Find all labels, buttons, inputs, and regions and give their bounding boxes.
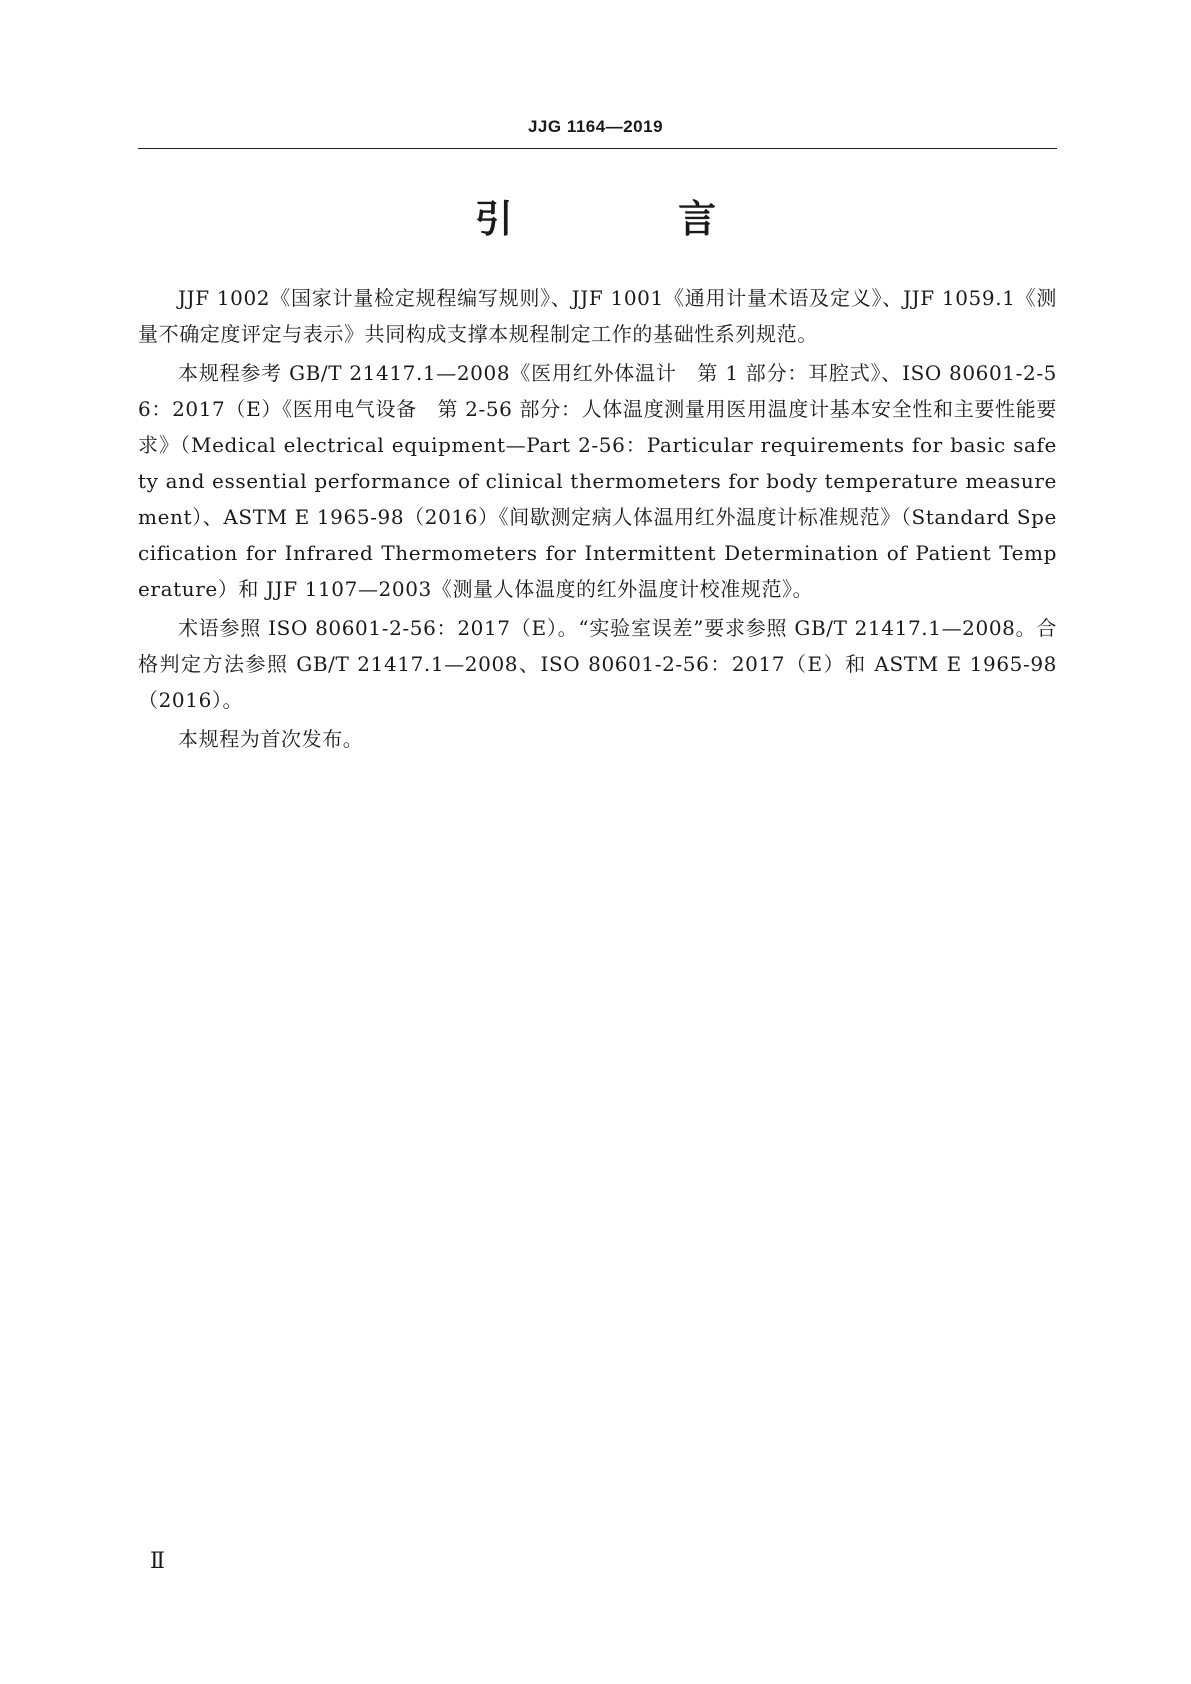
- document-code: JJG 1164—2019: [527, 117, 664, 136]
- paragraph-references: 本规程参考 GB/T 21417.1—2008《医用红外体温计 第 1 部分：耳腔式》、ISO 80601-2-56：2017（E）《医用电气设备 第 2-56 部分：人体温度测量用医用温度计基本安全性和主要性能要求》（Medical electrical equipment—Part 2-56：Particular requirements for basic safety and essential performance of clinical thermometers for body temperature measurement）、ASTM E 1965-98（2016）《间歇测定病人体温用红外温度计标准规范》（Standard Specification for Infrared Thermometers for Intermittent Determination of Patient Temperature）和 JJF 1107—2003《测量人体温度的红外温度计校准规范》。: [138, 361, 1057, 601]
- paragraph-foundation-specs: JJF 1002《国家计量检定规程编写规则》、JJF 1001《通用计量术语及定义》、JJF 1059.1《测量不确定度评定与表示》共同构成支撑本规程制定工作的基础性系列规范。: [138, 286, 1057, 346]
- page-number: Ⅱ: [150, 1548, 165, 1573]
- paragraph-terminology: 术语参照 ISO 80601-2-56：2017（E）。“实验室误差”要求参照 GB/T 21417.1—2008。合格判定方法参照 GB/T 21417.1—2008、ISO 80601-2-56：2017（E）和 ASTM E 1965-98（2016）。: [138, 616, 1057, 712]
- paragraph-first-release: 本规程为首次发布。: [178, 727, 364, 751]
- body-text: [138, 280, 1057, 760]
- header-rule: [138, 148, 1057, 149]
- section-title: 引 言: [474, 197, 793, 241]
